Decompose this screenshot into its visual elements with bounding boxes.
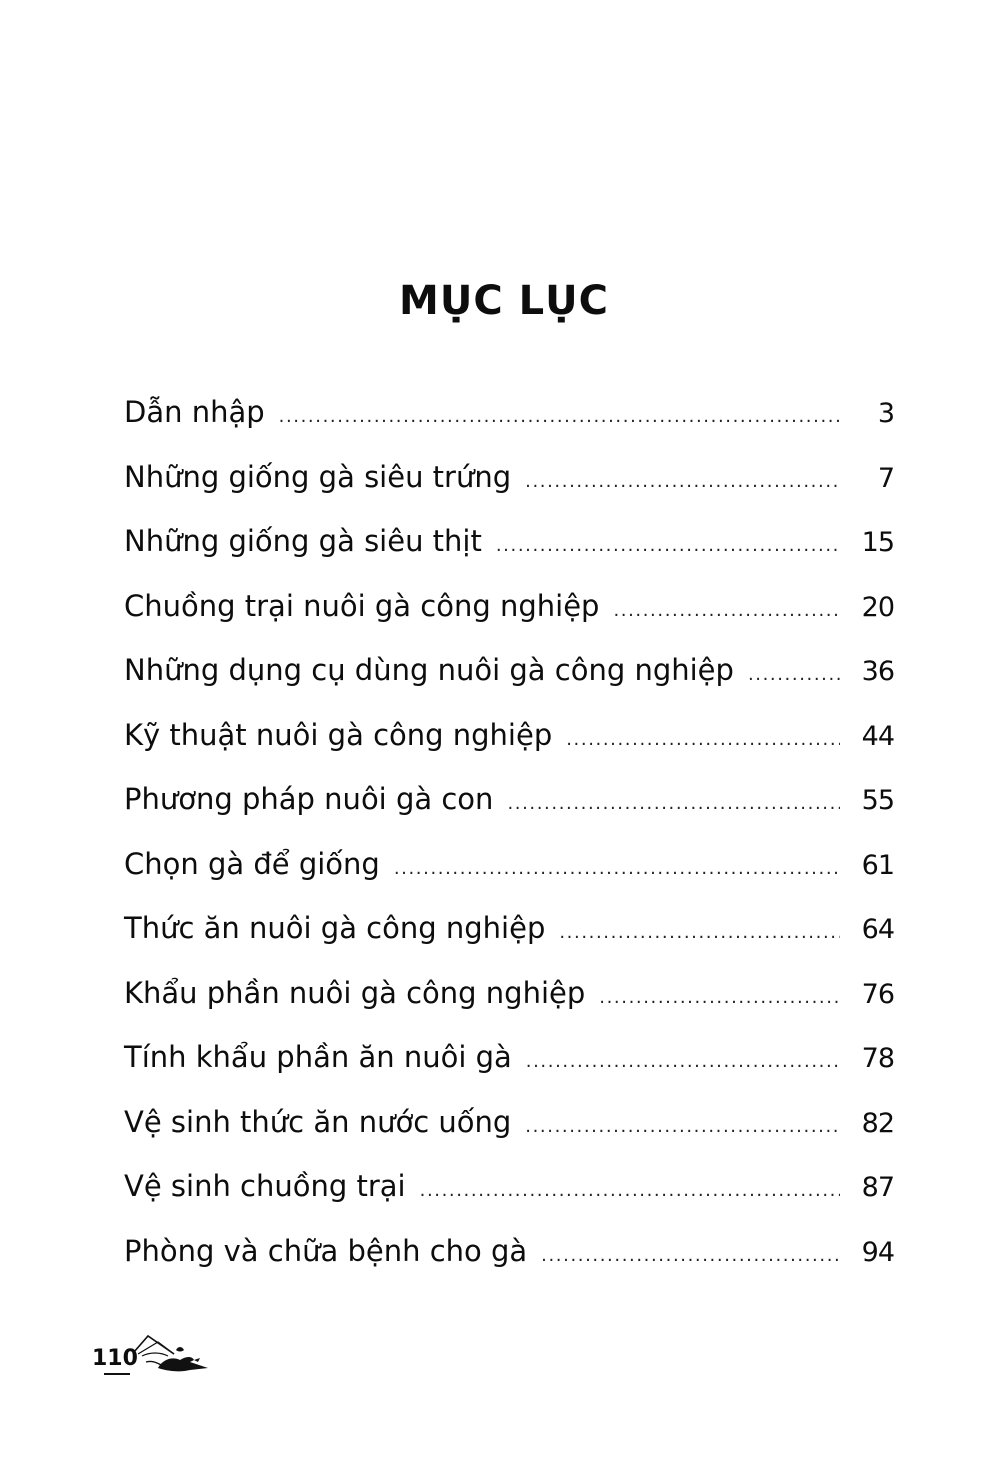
toc-entry — [124, 1098, 894, 1163]
toc-entry-title: Tính khẩu phần ăn nuôi gà — [124, 1040, 512, 1074]
toc-entry — [124, 1162, 894, 1227]
toc-entry — [124, 840, 894, 905]
toc-entry — [124, 775, 894, 840]
page-footer — [92, 1330, 232, 1380]
toc-entry — [124, 904, 894, 969]
toc-entry — [124, 517, 894, 582]
toc-entry — [124, 453, 894, 518]
toc-entry — [124, 1227, 894, 1292]
dot-leader — [420, 1167, 840, 1215]
toc-entry-title: Chọn gà để giống — [124, 846, 380, 881]
toc-entry-title: Những giống gà siêu thịt — [124, 524, 482, 558]
dot-leader — [613, 587, 840, 635]
toc-entry — [124, 969, 894, 1034]
toc-entry-page: 78 — [861, 1043, 894, 1074]
dot-leader — [496, 522, 840, 570]
toc-entry-page: 44 — [861, 720, 894, 752]
toc-entry-page: 61 — [861, 849, 894, 881]
toc-entry-page: 7 — [877, 462, 894, 494]
dot-leader — [541, 1232, 840, 1280]
chicken-ornament-icon — [128, 1330, 214, 1378]
toc-entry-page: 64 — [861, 914, 894, 945]
toc-entry — [124, 646, 894, 711]
dot-leader — [394, 845, 840, 893]
dot-leader — [507, 780, 840, 828]
toc-entry-page: 82 — [861, 1107, 894, 1139]
page-title: MỤC LỤC — [399, 278, 609, 324]
page-number: 110 — [92, 1346, 138, 1371]
dot-leader — [525, 1103, 840, 1151]
toc-entry — [124, 711, 894, 776]
dot-leader — [526, 1038, 840, 1086]
toc-entry-page: 87 — [861, 1172, 894, 1203]
toc-entry-title: Khẩu phần nuôi gà công nghiệp — [124, 975, 586, 1010]
toc-entry-title: Chuồng trại nuôi gà công nghiệp — [124, 588, 600, 623]
toc-entry — [124, 582, 894, 647]
toc-entry-page: 36 — [861, 656, 894, 687]
dot-leader — [525, 458, 840, 506]
dot-leader — [559, 909, 840, 957]
toc-entry-title: Dẫn nhập — [124, 395, 265, 429]
table-of-contents — [124, 388, 894, 1291]
toc-entry-page: 94 — [861, 1236, 894, 1268]
toc-entry-title: Phương pháp nuôi gà con — [124, 782, 494, 816]
toc-entry-page: 15 — [861, 527, 894, 558]
toc-entry-title: Kỹ thuật nuôi gà công nghiệp — [124, 717, 553, 752]
toc-entry-title: Vệ sinh chuồng trại — [124, 1169, 406, 1203]
dot-leader — [599, 974, 840, 1022]
toc-entry-page: 3 — [877, 398, 894, 429]
page-number-underline — [104, 1373, 130, 1375]
toc-entry-title: Những dụng cụ dùng nuôi gà công nghiệp — [124, 653, 734, 687]
dot-leader — [748, 651, 840, 699]
toc-entry-page: 55 — [861, 785, 894, 816]
toc-entry-page: 20 — [861, 591, 894, 623]
toc-entry-title: Phòng và chữa bệnh cho gà — [124, 1233, 528, 1268]
dot-leader — [279, 393, 840, 441]
toc-entry-page: 76 — [861, 978, 894, 1010]
toc-entry — [124, 1033, 894, 1098]
toc-entry-title: Những giống gà siêu trứng — [124, 459, 512, 494]
toc-entry-title: Thức ăn nuôi gà công nghiệp — [124, 911, 546, 945]
dot-leader — [566, 716, 840, 764]
toc-entry — [124, 388, 894, 453]
toc-entry-title: Vệ sinh thức ăn nước uống — [124, 1104, 512, 1139]
